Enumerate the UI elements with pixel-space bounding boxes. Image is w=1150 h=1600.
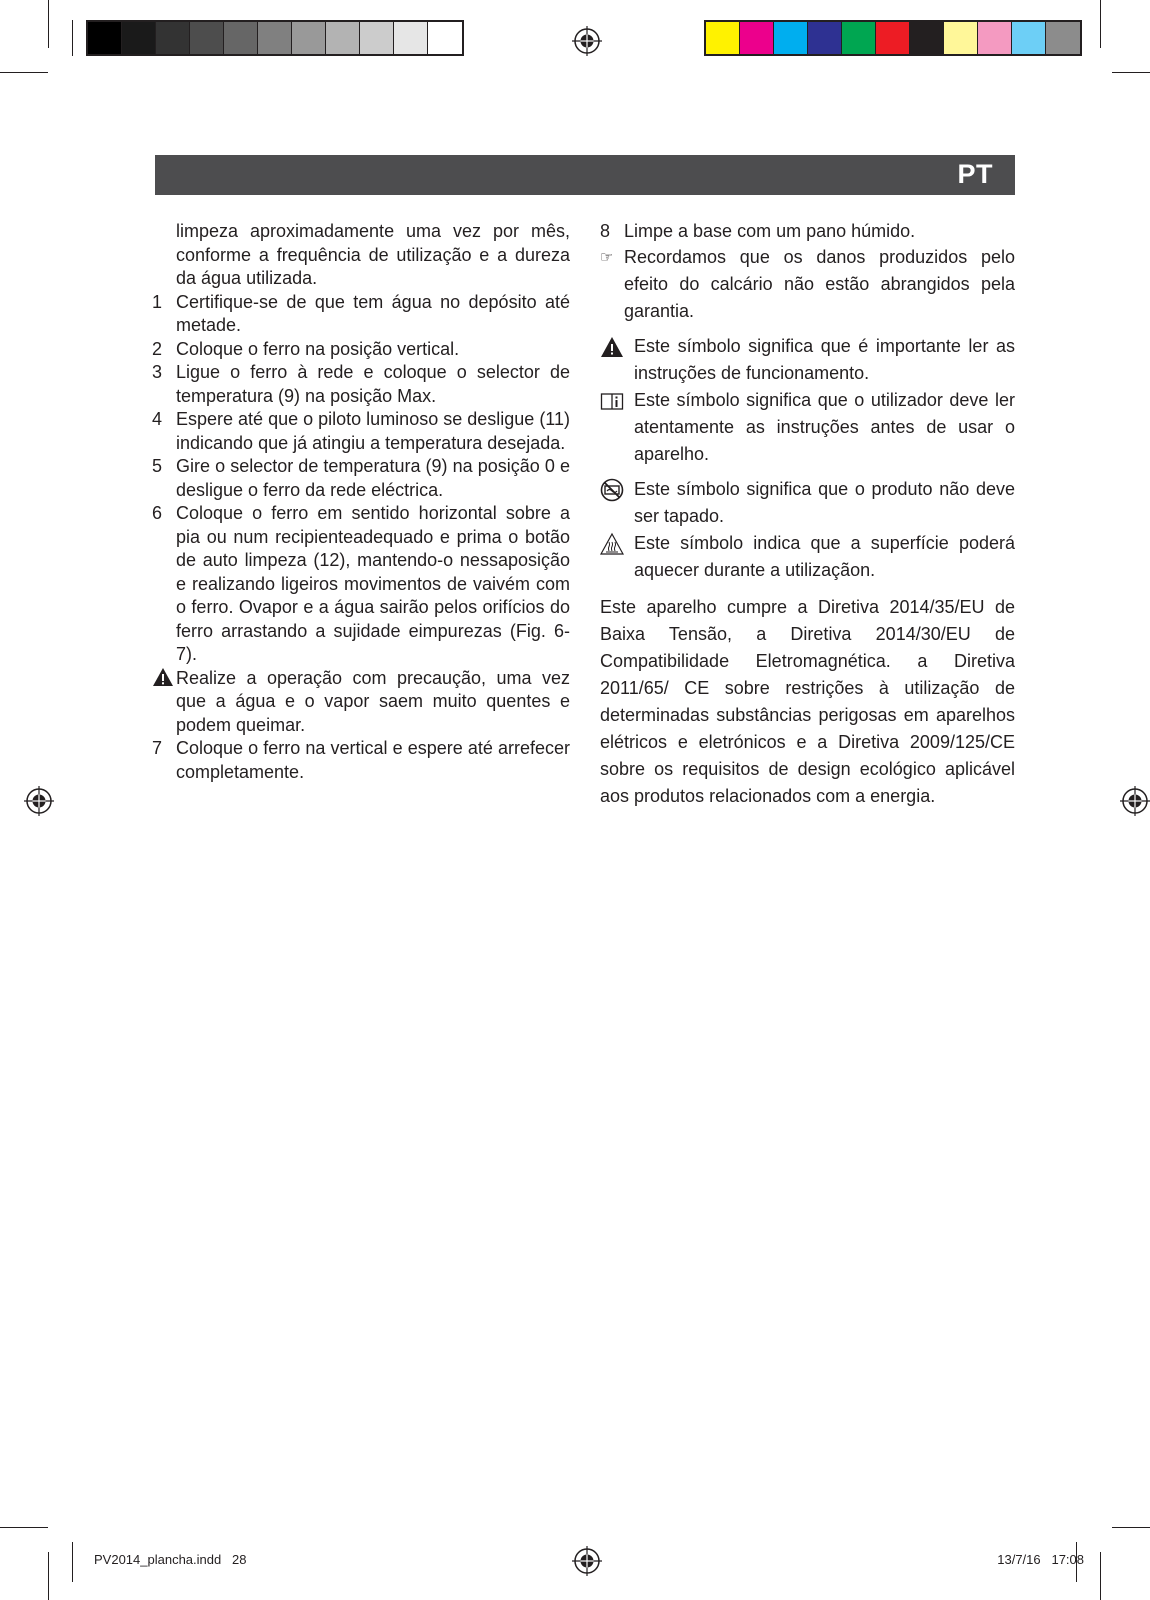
step-number: 1 [152,291,163,312]
warning-triangle-icon [600,335,624,359]
crop-mark [72,1542,73,1582]
color-swatch [394,22,428,54]
step-item [152,737,570,784]
warning-triangle-icon [152,667,174,687]
manual-book-icon [600,389,624,413]
crop-mark [0,1527,48,1528]
color-swatch [88,22,122,54]
registration-mark-icon [572,26,602,56]
symbol-item [600,387,1015,468]
color-swatch [706,22,740,54]
color-swatch [1046,22,1080,54]
symbol-item [600,476,1015,530]
step-number: 7 [152,738,163,758]
color-swatch [258,22,292,54]
step-item [600,220,1015,244]
step-item [152,361,570,408]
step-text: Coloque o ferro na posição vertical. [176,338,460,359]
step-text: Coloque o ferro na vertical e espere até arrefecer completamente. [176,738,570,782]
step-text: Espere até que o piloto luminoso se desligue (11) indicando que já atingiu a temperatura desejada. [176,409,570,453]
step-text: Limpe a base com um pano húmido. [624,221,916,241]
registration-mark-icon [572,1546,602,1576]
color-swatch [360,22,394,54]
color-swatch [808,22,842,54]
left-column [152,220,570,784]
color-swatch [190,22,224,54]
right-column [600,220,1015,810]
color-swatch [224,22,258,54]
step-text: Certifique-se de que tem água no depósito até metade. [176,291,570,335]
registration-mark-icon [24,786,54,816]
step-text: Gire o selector de temperatura (9) na posição 0 e desligue o ferro da rede eléctrica. [176,456,570,500]
crop-mark [72,20,73,56]
pointing-hand-icon: ☞ [600,248,614,266]
symbol-item [600,333,1015,387]
step-item [152,338,570,362]
color-swatch [1012,22,1046,54]
symbol-text: Este símbolo significa que é importante ler as instruções de funcionamento. [634,335,1015,383]
color-swatch [292,22,326,54]
crop-mark [1100,1552,1101,1600]
compliance-paragraph: Este aparelho cumpre a Diretiva 2014/35/EU de Baixa Tensão, a Diretiva 2014/30/EU de Compatibilidade Eletromagnética. a Diretiva 2011/65/ CE sobre restrições à utilização de determinadas substâncias perigosas em aparelhos elétricos e eletrónicos e a Diretiva 2009/125/CE sobre os requisitos de design ecológico aplicável aos produtos relacionados com a energia. [600,596,1015,806]
color-swatch [876,22,910,54]
color-swatch [326,22,360,54]
crop-mark [48,0,49,48]
symbol-text: Este símbolo significa que o utilizador deve ler atentamente as instruções antes de usar o aparelho. [634,389,1015,464]
color-swatch [156,22,190,54]
color-swatch [910,22,944,54]
crop-mark [1112,1527,1150,1528]
crop-mark [1100,0,1101,48]
grayscale-bar [86,20,464,56]
hot-surface-icon [600,532,624,556]
color-swatch [122,22,156,54]
language-label: PT [957,159,993,189]
symbol-text: Este símbolo significa que o produto não deve ser tapado. [634,478,1015,526]
color-swatch [428,22,462,54]
color-bar [704,20,1082,56]
step-number: 5 [152,456,163,476]
step-item [152,408,570,455]
color-swatch [944,22,978,54]
step-number: 4 [152,409,163,429]
step-text: Coloque o ferro em sentido horizontal sobre a pia ou num recipienteadequado e prima o botão de auto limpeza (12), mantendo-o nessaposição e realizando ligeiros movimentos de vaivém com o ferro. Ovapor e a água sairão pelos orifícios do ferro arrastando a sujidade eimpurezas (Fig. 6-7). [176,503,570,664]
step-item [152,291,570,338]
step-item [152,502,570,667]
crop-mark [0,72,48,73]
crop-mark [48,1552,49,1600]
intro-paragraph: limpeza aproximadamente uma vez por mês, conforme a frequência de utilização e a dureza da água utilizada. [176,221,570,288]
do-not-cover-icon [600,478,624,502]
step-text: Ligue o ferro à rede e coloque o selector de temperatura (9) na posição Max. [176,362,570,406]
symbol-text: Este símbolo indica que a superfície poderá aquecer durante a utilizaçãon. [634,532,1015,580]
registration-mark-icon [1120,786,1150,816]
color-swatch [842,22,876,54]
step-number: 2 [152,338,163,359]
footer-file-name: PV2014_plancha.indd 28 [94,1552,247,1567]
footer-datetime: 13/7/16 17:08 [997,1552,1084,1567]
color-swatch [740,22,774,54]
warning-paragraph [152,667,570,738]
section-header-bar [155,155,1015,195]
note-paragraph [600,244,1015,325]
symbol-item [600,530,1015,584]
warning-text: Realize a operação com precaução, uma vez que a água e o vapor saem muito quentes e podem queimar. [176,667,570,735]
step-item [152,455,570,502]
color-swatch [978,22,1012,54]
note-text: Recordamos que os danos produzidos pelo efeito do calcário não estão abrangidos pela garantia. [624,246,1015,321]
step-number: 8 [600,221,611,241]
step-number: 3 [152,362,163,382]
step-number: 6 [152,503,163,523]
crop-mark [1112,72,1150,73]
color-swatch [774,22,808,54]
